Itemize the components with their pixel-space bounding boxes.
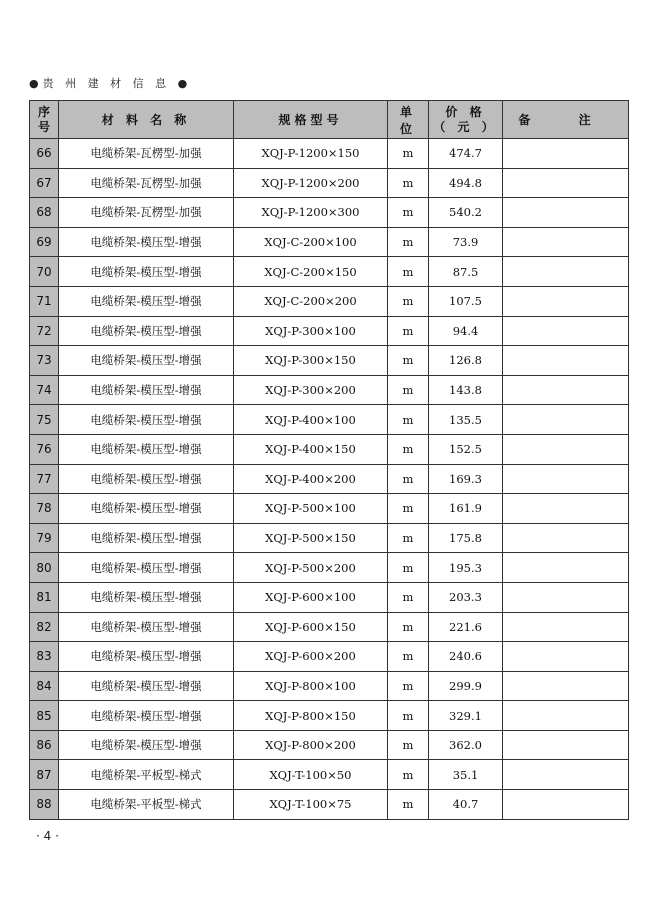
cell-unit: m [388, 405, 429, 435]
column-header-unit: 单 位 [388, 101, 429, 139]
cell-material-name: 电缆桥架-模压型-增强 [59, 612, 234, 642]
cell-note [503, 464, 629, 494]
cell-spec-model: XQJ-P-400×200 [234, 464, 388, 494]
cell-row-number: 86 [30, 730, 59, 760]
table-row [30, 612, 629, 642]
cell-price: 143.8 [429, 375, 503, 405]
cell-price: 195.3 [429, 553, 503, 583]
cell-spec-model: XQJ-P-400×100 [234, 405, 388, 435]
cell-note [503, 346, 629, 376]
cell-note [503, 612, 629, 642]
table-row [30, 464, 629, 494]
cell-unit: m [388, 790, 429, 820]
cell-material-name: 电缆桥架-瓦楞型-加强 [59, 168, 234, 198]
cell-material-name: 电缆桥架-模压型-增强 [59, 257, 234, 287]
cell-note [503, 760, 629, 790]
cell-unit: m [388, 346, 429, 376]
cell-price: 87.5 [429, 257, 503, 287]
cell-unit: m [388, 671, 429, 701]
cell-spec-model: XQJ-P-800×150 [234, 701, 388, 731]
cell-material-name: 电缆桥架-模压型-增强 [59, 375, 234, 405]
cell-row-number: 76 [30, 434, 59, 464]
cell-spec-model: XQJ-P-1200×150 [234, 139, 388, 169]
table-body [30, 139, 629, 820]
cell-material-name: 电缆桥架-模压型-增强 [59, 523, 234, 553]
cell-note [503, 139, 629, 169]
cell-material-name: 电缆桥架-模压型-增强 [59, 582, 234, 612]
cell-unit: m [388, 286, 429, 316]
table-row [30, 553, 629, 583]
cell-price: 474.7 [429, 139, 503, 169]
cell-spec-model: XQJ-P-600×150 [234, 612, 388, 642]
cell-material-name: 电缆桥架-模压型-增强 [59, 642, 234, 672]
cell-price: 94.4 [429, 316, 503, 346]
cell-material-name: 电缆桥架-瓦楞型-加强 [59, 139, 234, 169]
cell-unit: m [388, 760, 429, 790]
table-row [30, 316, 629, 346]
cell-note [503, 523, 629, 553]
cell-material-name: 电缆桥架-模压型-增强 [59, 671, 234, 701]
cell-price: 240.6 [429, 642, 503, 672]
table-row [30, 198, 629, 228]
cell-unit: m [388, 139, 429, 169]
table-row [30, 671, 629, 701]
cell-row-number: 70 [30, 257, 59, 287]
table-row [30, 523, 629, 553]
cell-note [503, 730, 629, 760]
cell-price: 299.9 [429, 671, 503, 701]
cell-material-name: 电缆桥架-模压型-增强 [59, 553, 234, 583]
cell-row-number: 74 [30, 375, 59, 405]
cell-row-number: 77 [30, 464, 59, 494]
table-header-row [30, 101, 629, 139]
cell-spec-model: XQJ-P-500×200 [234, 553, 388, 583]
cell-unit: m [388, 257, 429, 287]
price-table [29, 100, 629, 820]
cell-material-name: 电缆桥架-模压型-增强 [59, 701, 234, 731]
cell-note [503, 168, 629, 198]
cell-unit: m [388, 642, 429, 672]
table-row [30, 405, 629, 435]
cell-row-number: 69 [30, 227, 59, 257]
cell-note [503, 257, 629, 287]
cell-material-name: 电缆桥架-模压型-增强 [59, 730, 234, 760]
cell-row-number: 78 [30, 494, 59, 524]
cell-material-name: 电缆桥架-模压型-增强 [59, 494, 234, 524]
column-header-no-line1: 序 [37, 104, 50, 119]
table-row [30, 375, 629, 405]
table-row [30, 730, 629, 760]
cell-note [503, 701, 629, 731]
table-row [30, 494, 629, 524]
cell-unit: m [388, 227, 429, 257]
cell-material-name: 电缆桥架-模压型-增强 [59, 346, 234, 376]
cell-row-number: 88 [30, 790, 59, 820]
cell-price: 161.9 [429, 494, 503, 524]
column-header-name: 材 料 名 称 [59, 101, 234, 139]
page-number: · 4 · [36, 829, 59, 843]
cell-row-number: 67 [30, 168, 59, 198]
cell-note [503, 582, 629, 612]
cell-unit: m [388, 316, 429, 346]
cell-price: 35.1 [429, 760, 503, 790]
cell-spec-model: XQJ-C-200×150 [234, 257, 388, 287]
cell-note [503, 375, 629, 405]
cell-price: 175.8 [429, 523, 503, 553]
column-header-no [30, 101, 59, 139]
cell-price: 494.8 [429, 168, 503, 198]
cell-row-number: 81 [30, 582, 59, 612]
cell-material-name: 电缆桥架-平板型-梯式 [59, 760, 234, 790]
cell-material-name: 电缆桥架-模压型-增强 [59, 405, 234, 435]
cell-material-name: 电缆桥架-模压型-增强 [59, 464, 234, 494]
cell-spec-model: XQJ-P-300×100 [234, 316, 388, 346]
cell-spec-model: XQJ-P-800×100 [234, 671, 388, 701]
cell-spec-model: XQJ-P-800×200 [234, 730, 388, 760]
cell-price: 40.7 [429, 790, 503, 820]
table-row [30, 227, 629, 257]
cell-row-number: 80 [30, 553, 59, 583]
cell-material-name: 电缆桥架-模压型-增强 [59, 434, 234, 464]
cell-row-number: 83 [30, 642, 59, 672]
cell-note [503, 434, 629, 464]
cell-spec-model: XQJ-T-100×50 [234, 760, 388, 790]
column-header-note: 备 注 [503, 101, 629, 139]
cell-spec-model: XQJ-P-400×150 [234, 434, 388, 464]
cell-spec-model: XQJ-P-1200×300 [234, 198, 388, 228]
cell-spec-model: XQJ-P-600×100 [234, 582, 388, 612]
cell-unit: m [388, 701, 429, 731]
table-row [30, 760, 629, 790]
cell-material-name: 电缆桥架-模压型-增强 [59, 286, 234, 316]
cell-price: 152.5 [429, 434, 503, 464]
cell-note [503, 642, 629, 672]
cell-price: 540.2 [429, 198, 503, 228]
cell-spec-model: XQJ-P-500×150 [234, 523, 388, 553]
cell-material-name: 电缆桥架-瓦楞型-加强 [59, 198, 234, 228]
cell-row-number: 73 [30, 346, 59, 376]
cell-note [503, 227, 629, 257]
cell-unit: m [388, 168, 429, 198]
cell-unit: m [388, 612, 429, 642]
page-header: ●贵 州 建 材 信 息 ● [29, 77, 192, 90]
cell-note [503, 553, 629, 583]
column-header-spec: 规格型号 [234, 101, 388, 139]
cell-spec-model: XQJ-C-200×100 [234, 227, 388, 257]
cell-row-number: 71 [30, 286, 59, 316]
cell-price: 169.3 [429, 464, 503, 494]
cell-spec-model: XQJ-P-1200×200 [234, 168, 388, 198]
cell-spec-model: XQJ-C-200×200 [234, 286, 388, 316]
cell-note [503, 198, 629, 228]
cell-unit: m [388, 730, 429, 760]
cell-price: 107.5 [429, 286, 503, 316]
cell-unit: m [388, 523, 429, 553]
cell-row-number: 87 [30, 760, 59, 790]
table-row [30, 434, 629, 464]
cell-row-number: 66 [30, 139, 59, 169]
cell-unit: m [388, 553, 429, 583]
column-header-price [429, 101, 503, 139]
table-row [30, 168, 629, 198]
cell-price: 203.3 [429, 582, 503, 612]
table-row [30, 257, 629, 287]
table-row [30, 701, 629, 731]
cell-price: 329.1 [429, 701, 503, 731]
table-row [30, 286, 629, 316]
cell-spec-model: XQJ-P-500×100 [234, 494, 388, 524]
cell-row-number: 79 [30, 523, 59, 553]
cell-price: 135.5 [429, 405, 503, 435]
cell-price: 221.6 [429, 612, 503, 642]
cell-note [503, 316, 629, 346]
cell-row-number: 84 [30, 671, 59, 701]
cell-price: 73.9 [429, 227, 503, 257]
cell-row-number: 68 [30, 198, 59, 228]
cell-material-name: 电缆桥架-平板型-梯式 [59, 790, 234, 820]
cell-material-name: 电缆桥架-模压型-增强 [59, 227, 234, 257]
cell-row-number: 75 [30, 405, 59, 435]
cell-spec-model: XQJ-P-600×200 [234, 642, 388, 672]
cell-row-number: 72 [30, 316, 59, 346]
column-header-price-line1: 价 格 [445, 104, 486, 119]
cell-material-name: 电缆桥架-模压型-增强 [59, 316, 234, 346]
cell-price: 126.8 [429, 346, 503, 376]
table-row [30, 582, 629, 612]
table-row [30, 790, 629, 820]
cell-note [503, 405, 629, 435]
cell-unit: m [388, 198, 429, 228]
cell-note [503, 286, 629, 316]
cell-unit: m [388, 464, 429, 494]
cell-spec-model: XQJ-P-300×200 [234, 375, 388, 405]
cell-spec-model: XQJ-P-300×150 [234, 346, 388, 376]
cell-spec-model: XQJ-T-100×75 [234, 790, 388, 820]
cell-unit: m [388, 375, 429, 405]
cell-unit: m [388, 494, 429, 524]
column-header-price-line2: （ 元 ） [433, 119, 498, 134]
table-row [30, 642, 629, 672]
table-row [30, 139, 629, 169]
cell-row-number: 82 [30, 612, 59, 642]
cell-unit: m [388, 582, 429, 612]
cell-note [503, 494, 629, 524]
table-row [30, 346, 629, 376]
price-table-container [29, 100, 628, 820]
cell-note [503, 790, 629, 820]
cell-price: 362.0 [429, 730, 503, 760]
cell-row-number: 85 [30, 701, 59, 731]
column-header-no-line2: 号 [37, 119, 50, 134]
cell-unit: m [388, 434, 429, 464]
cell-note [503, 671, 629, 701]
